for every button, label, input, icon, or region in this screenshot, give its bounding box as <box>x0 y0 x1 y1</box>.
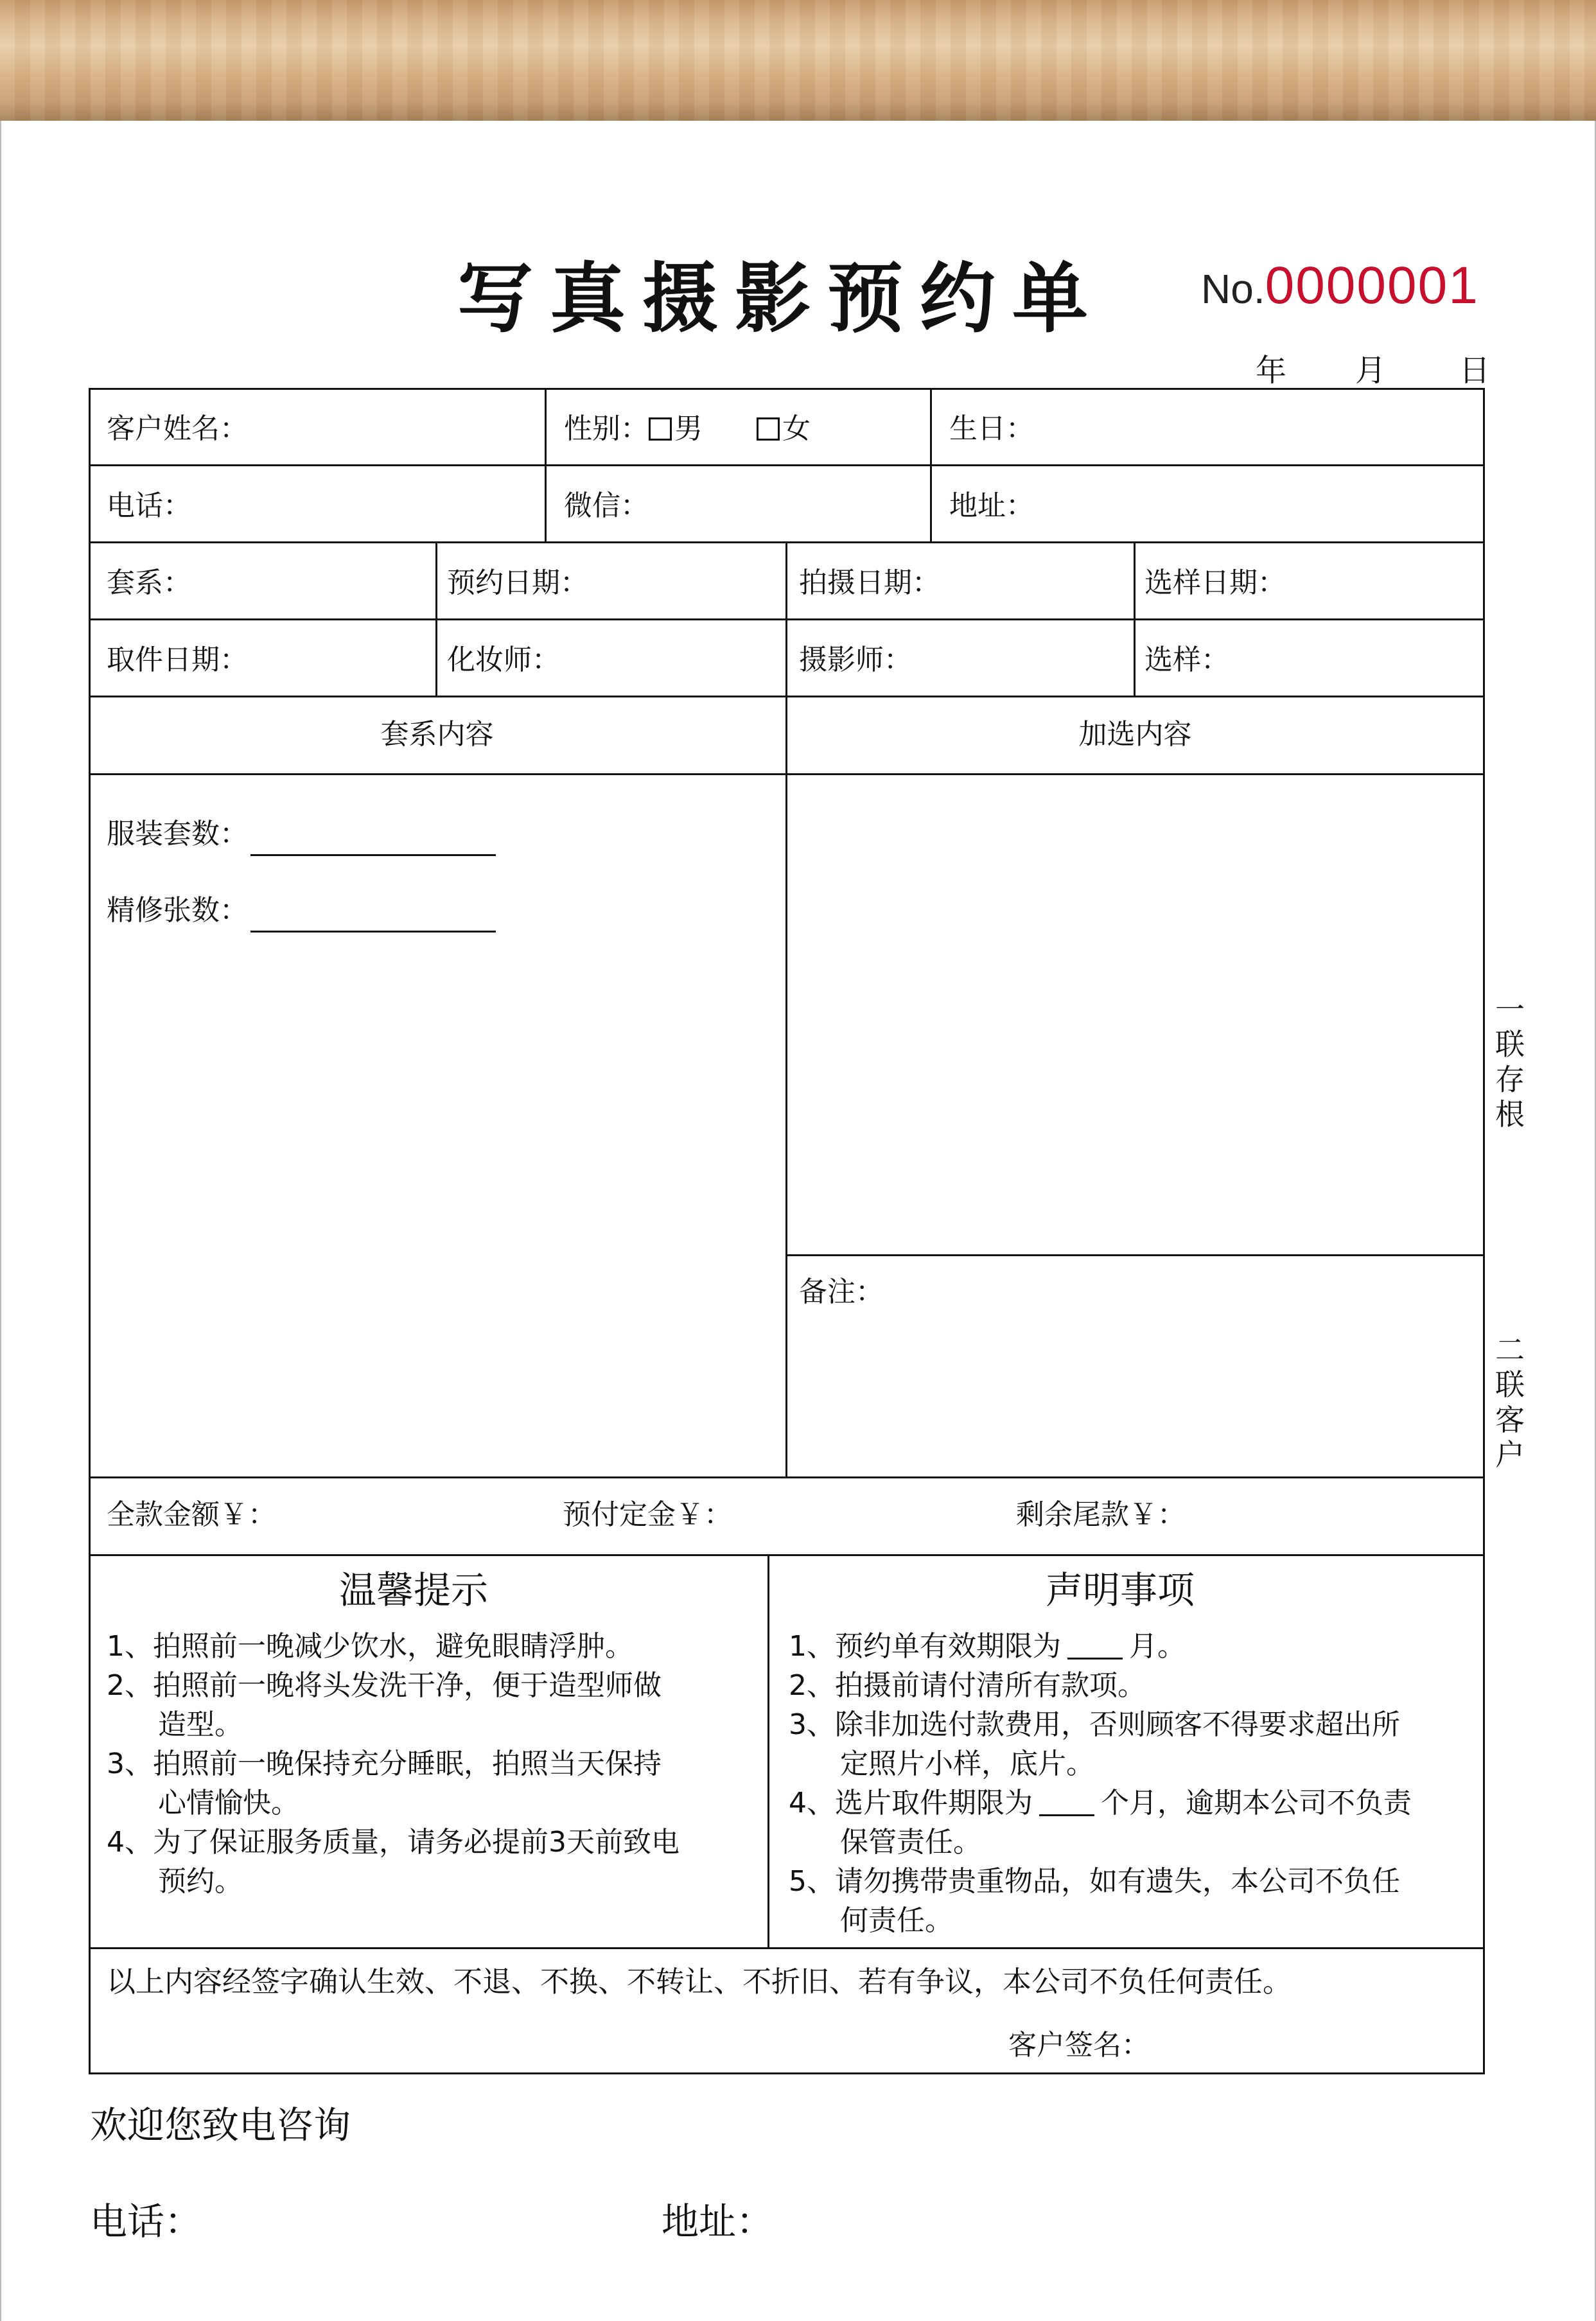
balance-field[interactable]: 剩余尾款￥： <box>1016 1498 1186 1531</box>
male-checkbox[interactable] <box>649 417 672 441</box>
tips-item: 预约。 <box>158 1865 243 1898</box>
date-month-label: 月 <box>1355 353 1387 389</box>
remarks-divider <box>785 1254 1485 1256</box>
validity-blank-line[interactable] <box>1067 1632 1123 1660</box>
serial-number-value: 0000001 <box>1265 256 1479 315</box>
notice-item <box>789 1783 1412 1823</box>
serial-number-label: No. <box>1201 266 1265 312</box>
row-divider <box>89 1947 1485 1949</box>
notice-item-text: 月。 <box>1129 1630 1186 1663</box>
total-amount-field[interactable]: 全款金额￥： <box>107 1498 276 1531</box>
confirmation-statement: 以上内容经签字确认生效、不退、不换、不转让、不折旧、若有争议，本公司不负任何责任。 <box>107 1965 1292 1999</box>
tips-item: 2、拍照前一晚将头发洗干净，便于造型师做 <box>107 1669 662 1702</box>
tips-item: 造型。 <box>158 1708 243 1741</box>
address-field[interactable]: 地址： <box>949 489 1034 522</box>
package-content-header: 套系内容 <box>380 718 494 751</box>
makeup-artist-field[interactable]: 化妆师： <box>447 644 560 676</box>
tips-item: 心情愉快。 <box>158 1787 299 1819</box>
gender-label: 性别： <box>564 412 649 445</box>
selection-date-field[interactable]: 选样日期： <box>1144 566 1286 599</box>
birthday-field[interactable]: 生日： <box>949 412 1034 445</box>
notice-item <box>789 1627 1412 1666</box>
outfits-label: 服装套数： <box>107 818 248 850</box>
footer-address: 地址： <box>662 2200 774 2243</box>
addon-content-header: 加选内容 <box>1078 718 1192 751</box>
date-year-label: 年 <box>1256 353 1287 389</box>
col-divider <box>930 388 932 542</box>
side-label-copy2: 二联客户 <box>1495 1333 1525 1472</box>
remarks-field[interactable]: 备注： <box>799 1275 884 1308</box>
retouched-blank-line[interactable] <box>250 931 496 933</box>
col-divider <box>545 388 547 542</box>
col-divider <box>1134 541 1136 696</box>
retouched-label: 精修张数： <box>107 894 248 927</box>
female-label: 女 <box>782 412 811 445</box>
notice-title: 声明事项 <box>1046 1568 1195 1612</box>
footer-phone: 电话： <box>90 2200 202 2243</box>
photographer-field[interactable]: 摄影师： <box>799 644 912 676</box>
notice-item: 定照片小样，底片。 <box>840 1747 1094 1780</box>
welcome-text: 欢迎您致电咨询 <box>90 2103 351 2147</box>
notice-item: 何责任。 <box>840 1904 953 1937</box>
notice-item: 3、除非加选付款费用，否则顾客不得要求超出所 <box>789 1708 1400 1741</box>
notice-item: 2、拍摄前请付清所有款项。 <box>789 1669 1146 1702</box>
notice-item: 保管责任。 <box>840 1826 981 1859</box>
row-divider <box>89 1554 1485 1556</box>
pad-binding-strip <box>0 0 1596 121</box>
phone-field[interactable]: 电话： <box>107 489 191 522</box>
pickup-period-blank-line[interactable] <box>1039 1789 1094 1816</box>
col-divider <box>767 1554 769 1948</box>
notice-item-text: 4、选片取件期限为 <box>789 1787 1033 1819</box>
tips-item: 3、拍照前一晚保持充分睡眠，拍照当天保持 <box>107 1747 662 1780</box>
selection-field[interactable]: 选样： <box>1144 644 1229 676</box>
male-label: 男 <box>674 412 703 445</box>
outfits-blank-line[interactable] <box>250 854 496 856</box>
female-checkbox[interactable] <box>757 417 780 441</box>
deposit-field[interactable]: 预付定金￥： <box>563 1498 732 1531</box>
notice-list <box>789 1627 1412 1940</box>
booking-date-field[interactable]: 预约日期： <box>447 566 588 599</box>
form-title: 写真摄影预约单 <box>457 254 1105 343</box>
date-day-label: 日 <box>1459 353 1491 389</box>
tips-item: 4、为了保证服务质量，请务必提前3天前致电 <box>107 1826 680 1859</box>
row-divider <box>89 464 1485 466</box>
notice-item-text: 个月，逾期本公司不负责 <box>1101 1787 1412 1819</box>
tips-item: 1、拍照前一晚减少饮水，避免眼睛浮肿。 <box>107 1630 633 1663</box>
side-label-copy1: 一联存根 <box>1495 992 1525 1132</box>
gender-field <box>564 412 811 445</box>
customer-signature-field[interactable]: 客户签名： <box>1008 2029 1150 2062</box>
tips-title: 温馨提示 <box>339 1568 489 1612</box>
shoot-date-field[interactable]: 拍摄日期： <box>799 566 940 599</box>
notice-item-text: 1、预约单有效期限为 <box>789 1630 1061 1663</box>
serial-number <box>1201 256 1479 316</box>
pickup-date-field[interactable]: 取件日期： <box>107 644 248 676</box>
package-field[interactable]: 套系： <box>107 566 191 599</box>
notice-item: 5、请勿携带贵重物品，如有遗失，本公司不负任 <box>789 1865 1400 1898</box>
customer-name-field[interactable]: 客户姓名： <box>107 412 248 445</box>
col-divider <box>785 541 787 1477</box>
tips-list <box>107 1627 680 1901</box>
col-divider <box>435 541 437 696</box>
wechat-field[interactable]: 微信： <box>564 489 649 522</box>
